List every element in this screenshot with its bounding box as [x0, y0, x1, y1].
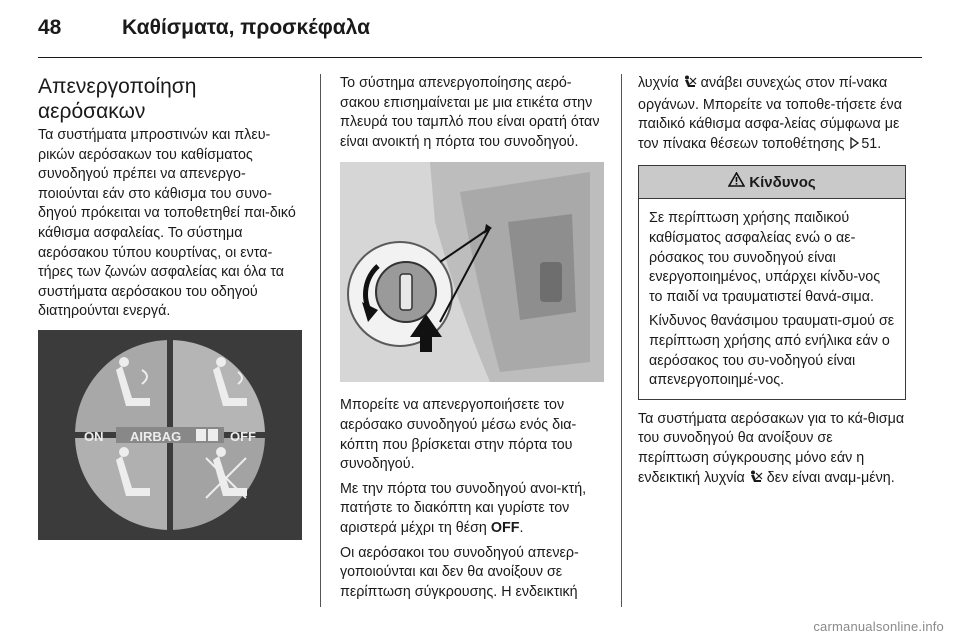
danger-warning-box — [638, 165, 906, 399]
section-title-line-2: αερόσακων — [38, 100, 146, 123]
danger-warning-paragraph-1: Σε περίπτωση χρήσης παιδικού καθίσματος ασφαλείας ενώ ο αε-ρόσακος του συνοδηγού είναι ενεργοποιημένος, υπάρχει κίνδυ-νος το παιδί να τραυματιστεί θανά-σιμα. — [649, 210, 881, 305]
danger-warning-paragraph-2: Κίνδυνος θανάσιμου τραυματι-σμού σε περίπτωση χρήσης από ενήλικα εάν ο αερόσακος του συ-νοδηγού είναι απενεργοποιημέ-νος. — [649, 313, 895, 389]
column-2 — [340, 74, 608, 607]
danger-warning-body — [639, 199, 905, 398]
intro-paragraph: Τα συστήματα μπροστινών και πλευ-ρικών αερόσακων του καθίσματος συνοδηγού πρέπει να απενεργο-ποιούνται εάν στο κάθισμα του συνο-δηγού πρόκειται να τοποθετηθεί παι-δικό κάθισμα ασφαλείας. Το σύστημα αερόσακου τύπου κουρτίνας, οι εντα-τήρες των ζωνών ασφαλείας και όλα τα συστήματα αερόσακου του οδηγού διατηρούνται ενεργά. — [38, 127, 296, 320]
activation-text-start: Τα συστήματα αερόσακων για το κά-θισμα του συνοδηγού θα ανοίξουν σε περίπτωση σύγκρουσης μόνο εάν η ενδεικτική λυχνία — [638, 410, 905, 486]
column-3 — [638, 74, 906, 495]
deactivation-paragraph: Οι αερόσακοι του συνοδηγού απενερ-γοποιούνται και δεν θα ανοίξουν σε περίπτωση σύγκρουσης. Η ενδεικτική — [340, 544, 579, 600]
label-location-paragraph: Το σύστημα απενεργοποίησης αερό-σακου επισημαίνεται με μια ετικέτα στην πλευρά του ταμπλό που είναι ορατή όταν είναι ανοικτή η πόρτα του συνοδηγού. — [340, 75, 600, 150]
column-divider-1 — [320, 74, 321, 607]
airbag-label-illustration — [38, 330, 302, 540]
danger-warning-title: Κίνδυνος — [749, 173, 816, 191]
warning-triangle-icon — [728, 172, 745, 193]
column-1 — [38, 74, 306, 548]
switch-instruction-text: Με την πόρτα του συνοδηγού ανοι-κτή, πατήστε το διακόπτη και γυρίστε τον αριστερά μέχρι τη θέση — [340, 480, 587, 536]
page-reference-link[interactable]: 51. — [861, 135, 882, 152]
airbag-label-text: AIRBAG — [130, 428, 182, 444]
page-header — [38, 16, 922, 50]
column-divider-2 — [621, 74, 622, 607]
airbag-off-text: OFF — [230, 428, 256, 444]
page-reference-arrow-icon — [850, 136, 859, 156]
section-title — [38, 74, 306, 124]
watermark: carmanualsonline.info — [813, 619, 944, 634]
activation-text-end: δεν είναι αναμ-μένη. — [762, 469, 895, 486]
door-switch-illustration — [340, 162, 604, 382]
page-number: 48 — [38, 16, 62, 39]
switch-instruction-paragraph — [340, 480, 608, 539]
airbag-off-indicator-icon — [683, 75, 697, 96]
danger-warning-header — [639, 166, 905, 199]
airbag-activation-paragraph — [638, 410, 906, 490]
indicator-paragraph — [638, 74, 906, 155]
off-position-label: OFF — [490, 519, 520, 536]
indicator-text-middle: ανάβει συνεχώς στον πί-νακα οργάνων. Μπορείτε να τοποθε-τήσετε ένα παιδικό κάθισμα ασφα-λείας σύμφωνα με τον πίνακα θέσεων τοποθέτησης — [638, 75, 902, 152]
indicator-text-start: λυχνία — [638, 75, 683, 91]
switch-instruction-end: . — [519, 519, 524, 536]
airbag-off-indicator-icon-2 — [749, 470, 763, 491]
section-title-line-1: Απενεργοποίηση — [38, 75, 197, 98]
airbag-on-text: ON — [84, 428, 104, 444]
switch-location-paragraph: Μπορείτε να απενεργοποιήσετε τον αερόσακο συνοδηγού μέσω ενός δια-κόπτη που βρίσκεται στην πόρτα του συνοδηγού. — [340, 397, 577, 473]
header-divider — [38, 57, 922, 58]
chapter-title: Καθίσματα, προσκέφαλα — [122, 16, 370, 39]
